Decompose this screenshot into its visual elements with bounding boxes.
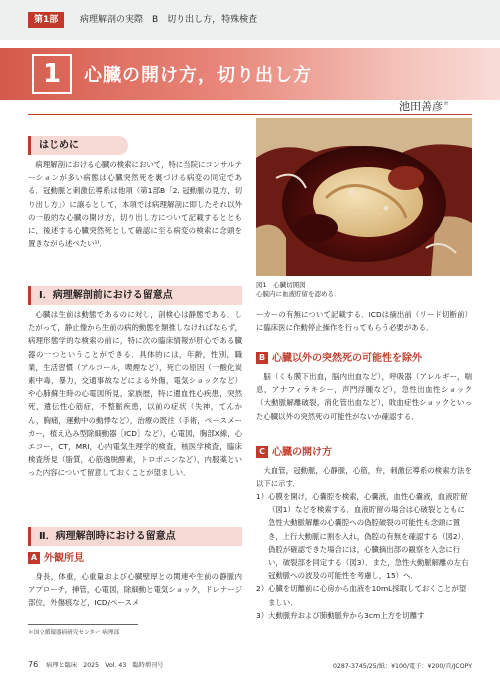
right-continuation bbox=[256, 308, 472, 334]
intro-text bbox=[28, 158, 242, 250]
footnote-rule bbox=[28, 624, 138, 625]
intro-paragraph: 病理解剖における心臓の検索において，特に当院にコンサルテーションが多い病態は心臓突然死を裏づける病変の同定である．冠動脈と刺激伝導系は他項（第1部B「2. 冠動脈の見方，切り出し方」）に譲るとして，本項では病理解剖に即したそれ以外の一般的な心臓の開け方，切り出し方について記載するとともに，後述する心臓突然死として確認に至る病変の検索に念頭を置きながら述べたい¹⁾． bbox=[28, 160, 242, 249]
subsection-a-paragraph: 身長，体重，心重量および心臓壁厚との関連や生前の静脈内アプローチ，挿管，心電図，除細動と電気ショック，ドレナージ部位，外傷痕など，ICD/ペースメ bbox=[28, 572, 242, 608]
subsection-a-text bbox=[28, 570, 242, 610]
copyright-code: 0287-3745/25/紙：¥100/電子：¥200/頁/JCOPY bbox=[332, 663, 472, 670]
opening-steps-list bbox=[256, 490, 472, 622]
author-rule bbox=[28, 114, 472, 115]
author-text: 池田善彦 bbox=[399, 100, 443, 113]
section1-heading: Ⅰ．病理解剖前における留意点 bbox=[28, 286, 242, 305]
author-mark: ＊ bbox=[443, 100, 450, 108]
subsection-b-paragraph: 脳（くも膜下出血，脳内出血など），呼吸器（アレルギー，喘息，アナフィラキシー，声門浮腫など），急性出血性ショック（大動脈解離破裂，消化管出血など），敗血症性ショックといった心臓以外の突然死の可能性がないか確認する． bbox=[256, 372, 472, 421]
subsection-c-title: 心臓の開け方 bbox=[272, 447, 332, 458]
page-footer bbox=[28, 660, 472, 669]
author-name bbox=[399, 98, 449, 114]
affiliation-footnote: ＊国立循環器病研究センター 病理部 bbox=[28, 630, 120, 636]
running-header bbox=[0, 0, 500, 40]
figure-caption: 心膜内に血液貯留を認める． bbox=[256, 290, 341, 298]
figure-title: 図1 心臓切開図 bbox=[256, 281, 306, 289]
chapter-number: 1 bbox=[32, 54, 72, 94]
subsection-c-heading bbox=[256, 446, 332, 460]
subsection-b-badge: B bbox=[256, 352, 268, 364]
breadcrumb: 病理解剖の実際 B 切り出し方，特殊検査 bbox=[80, 15, 258, 25]
intro-heading: はじめに bbox=[28, 136, 128, 155]
subsection-b-text bbox=[256, 370, 472, 423]
subsection-b-heading bbox=[256, 352, 422, 366]
subsection-a-heading bbox=[28, 552, 84, 566]
page-number: 76 bbox=[28, 660, 39, 669]
list-item: 3）大動脈弁および肺動脈弁から3cm上方を切離す bbox=[256, 610, 425, 620]
chapter-title: 心臓の開け方，切り出し方 bbox=[84, 65, 312, 86]
heart-photo-image bbox=[256, 118, 472, 276]
section1-paragraph: 心臓は生前は動態であるのに対し，剖検心は静態である．したがって，静止像から生前の病的動態を類推しなければならず，病理形態学的な検索の前に，特に次の臨床情報が肝心である臓器の一つということができる．具体的には，年齢，性別，職業，生活習慣（アルコール，喫煙など），死亡の原因（一酸化炭素中毒，暴力，交通事故などによる外傷，電気ショックなど）や心肺蘇生時の心電図所見，家族歴，特に遺血性心疾患，突然死，遺伝性心筋症，不整脈疾患，以前の症状（失神，てんかん，胸痛，運動中の動悸など），治療の既往（手術，ペースメーカー，植え込み型除細動器［ICD］など），心電図，胸部X線，心エコー，CT，MRI，心内電気生理学的検査，核医学検査，臨床検査所見（脂質，心筋逸脱酵素，トロポニンなど），内服薬といった内容について留意しておくことが望ましい． bbox=[28, 310, 242, 478]
subsection-c-badge: C bbox=[256, 446, 268, 458]
list-item: 1）心膜を開け，心嚢腔を検索，心嚢液，血性心嚢液，血液貯留（図1）などを検索する．血液貯留の場合は心破裂とともに急性大動脈解離の心嚢腔への偽腔破裂の可能性も念頭に置き，上行大動脈に割を入れ，偽腔の有無を確認する（図2）．偽腔が確認できた場合には，心臓摘出部の観察を入念に行い，破裂部を同定する（図3）．また，急性大動脈解離の左右冠動脈への波及の可能性を考慮し，15）へ． bbox=[256, 492, 469, 581]
subsection-c-intro-paragraph: 大血管，冠動脈，心静脈，心筋，弁，刺激伝導系の検索方法を以下に示す． bbox=[256, 466, 472, 489]
journal-name: 病理と臨床 2025 Vol. 43 臨時増刊号 bbox=[46, 662, 164, 669]
chapter-title-band bbox=[0, 48, 500, 100]
continuation-paragraph: ーカーの有無について記載する．ICDは摘出前（リード切断前）に臨床医に作動停止操作を行ってもらう必要がある． bbox=[256, 310, 472, 333]
section1-text bbox=[28, 308, 242, 480]
subsection-b-title: 心臓以外の突然死の可能性を除外 bbox=[272, 353, 422, 364]
list-item: 2）心臓を切離前に心房から血液を10mL採取しておくことが望ましい． bbox=[256, 584, 467, 607]
part-label: 第1部 bbox=[28, 12, 64, 28]
subsection-a-title: 外観所見 bbox=[44, 553, 84, 564]
subsection-c-intro bbox=[256, 464, 472, 490]
heart-photo bbox=[256, 118, 472, 276]
section2-heading: Ⅱ．病理解剖時における留意点 bbox=[28, 527, 242, 546]
subsection-a-badge: A bbox=[28, 552, 40, 564]
